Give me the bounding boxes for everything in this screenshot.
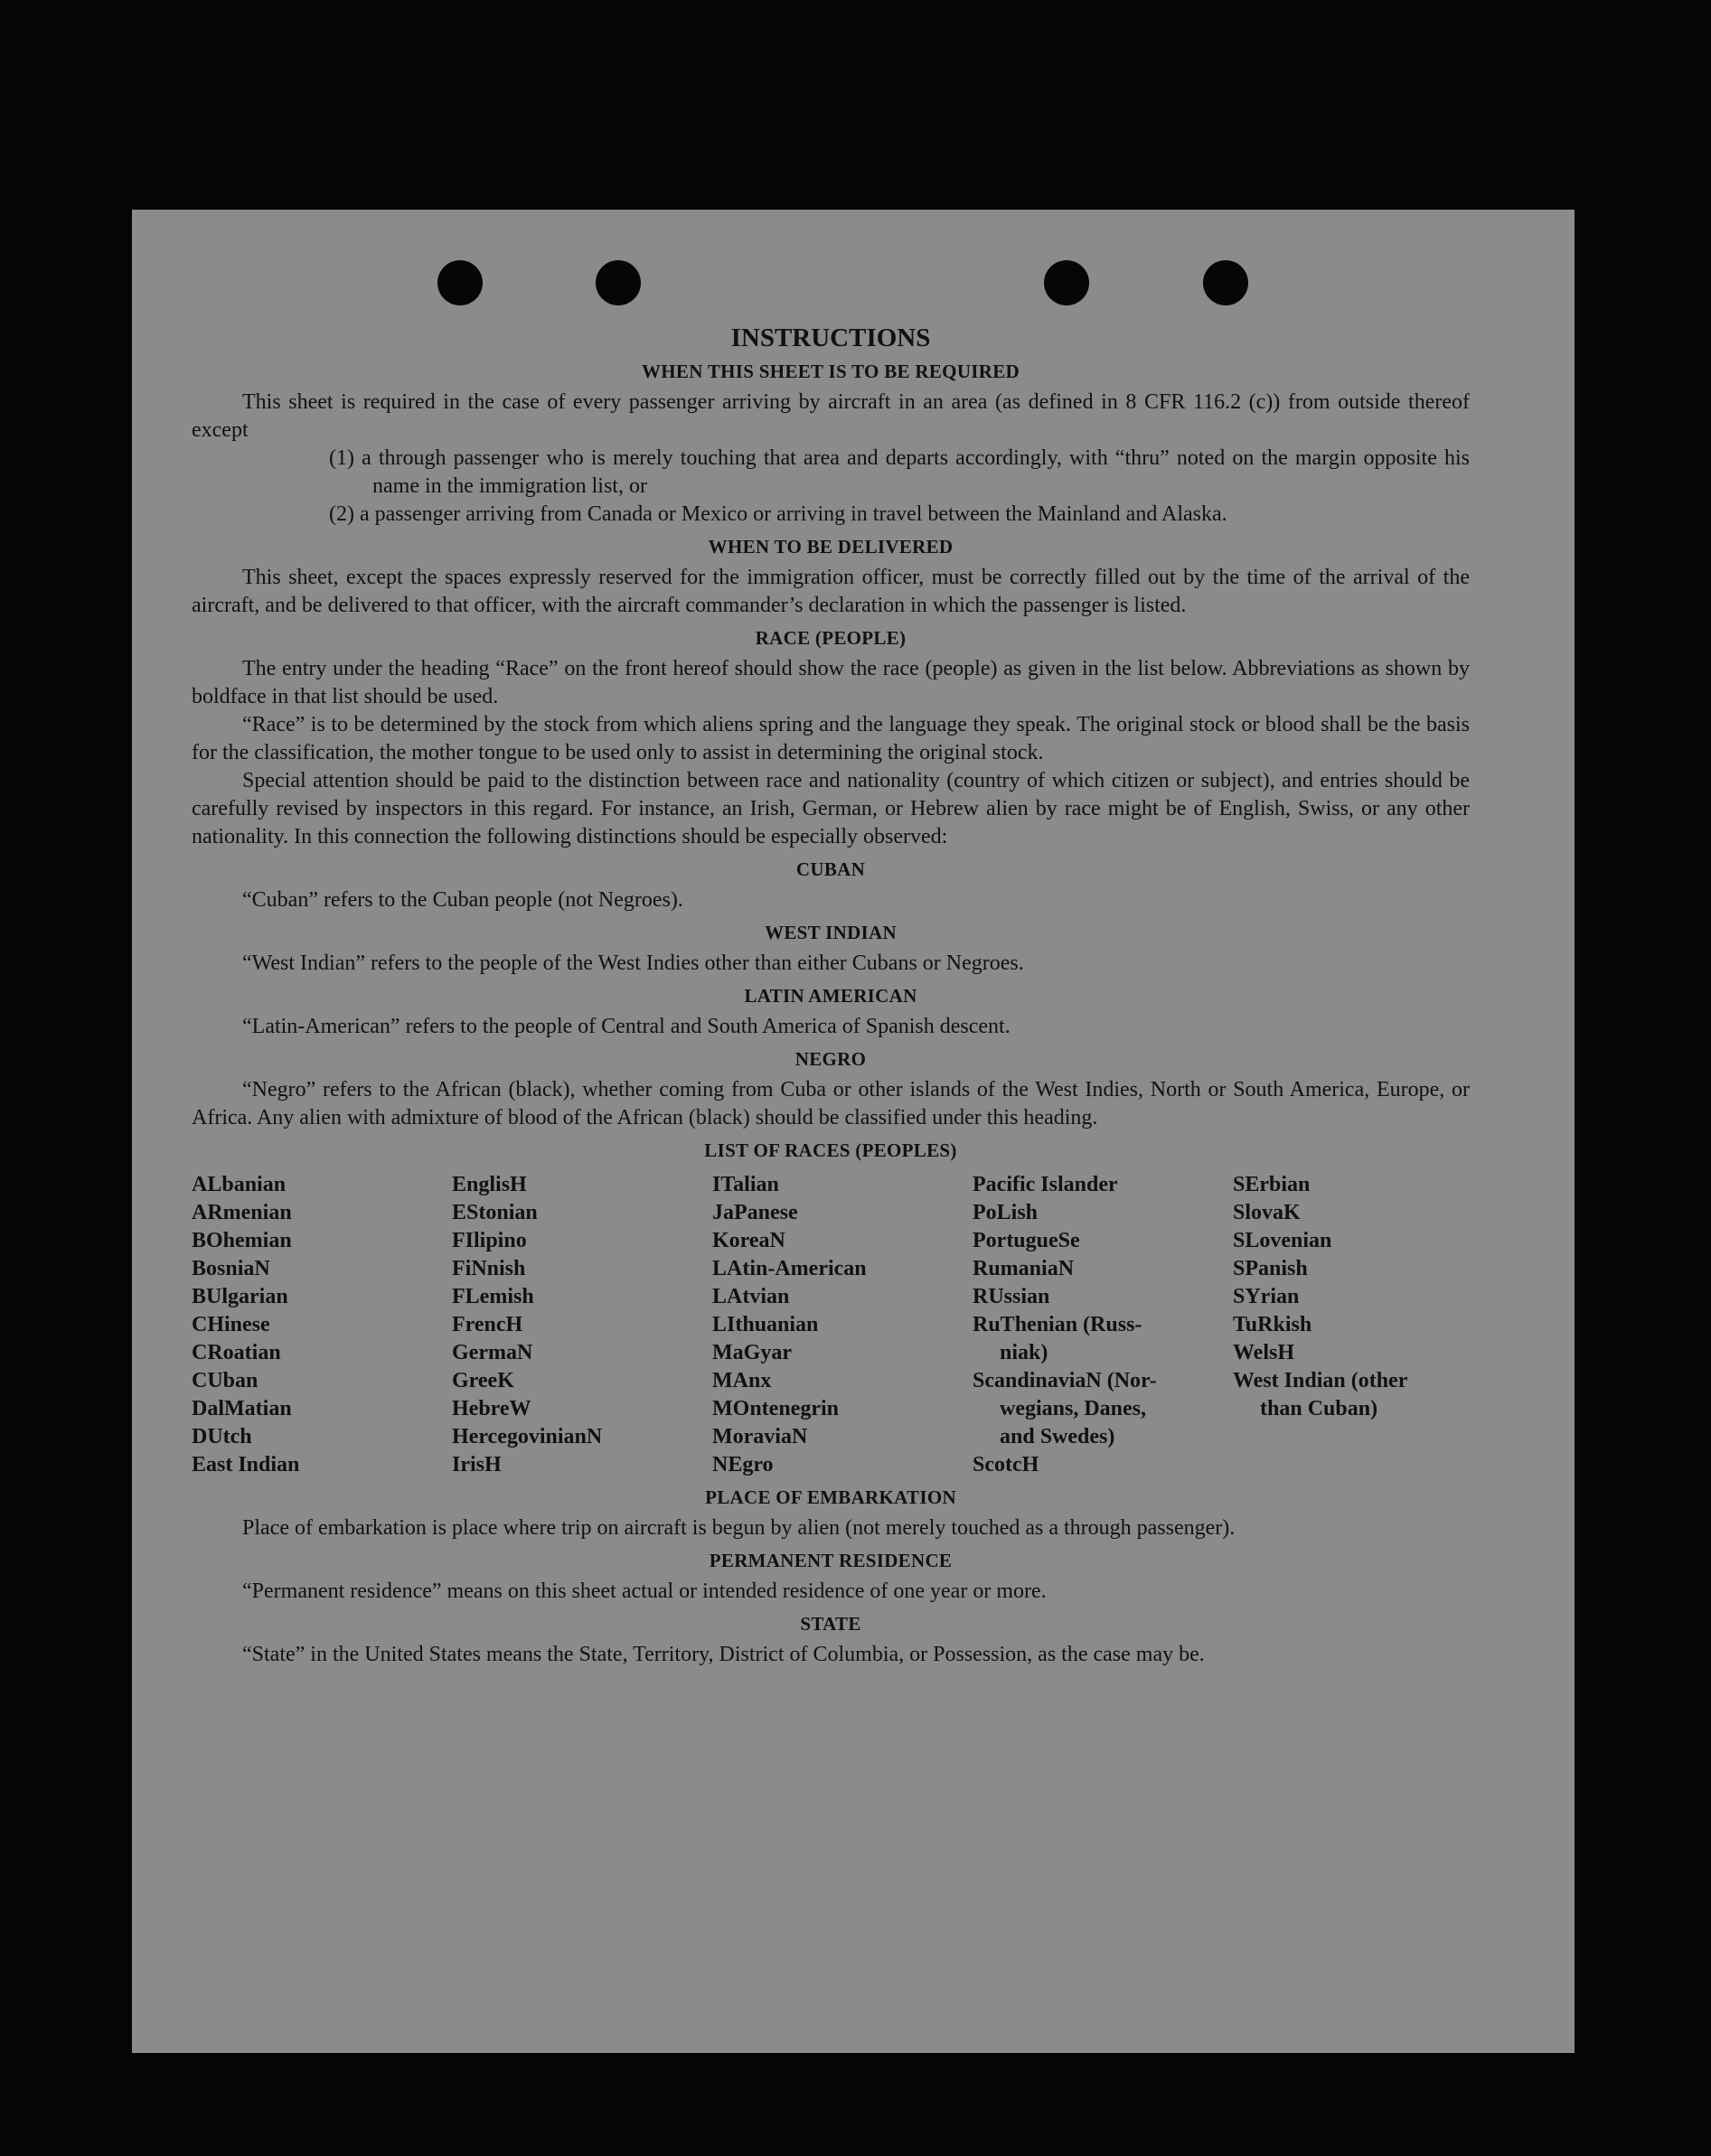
race-entry: MAnx — [712, 1369, 772, 1392]
race-entry: DalMatian — [192, 1397, 292, 1420]
race-entry: PortugueSe — [973, 1229, 1080, 1252]
race-entry: LAtvian — [712, 1285, 790, 1308]
race-entry: MoraviaN — [712, 1425, 808, 1448]
race-entry: WelsH — [1233, 1341, 1295, 1364]
race-entry: RUssian — [973, 1285, 1050, 1308]
races-column — [973, 1171, 1233, 1479]
race-entry: ScotcH — [973, 1453, 1039, 1476]
races-column — [712, 1171, 973, 1479]
when-required-item-2: (2) a passenger arriving from Canada or Mexico or arriving in travel between the Mainland and Alaska. — [329, 502, 1227, 526]
heading-when-required: WHEN THIS SHEET IS TO BE REQUIRED — [641, 361, 1020, 382]
race-entry: than Cuban) — [1260, 1397, 1378, 1420]
race-entry: BosniaN — [192, 1257, 270, 1280]
race-entry: BUlgarian — [192, 1285, 288, 1308]
heading-west-indian: WEST INDIAN — [765, 922, 897, 943]
page-title: INSTRUCTIONS — [730, 323, 931, 352]
race-entry: LAtin-American — [712, 1257, 867, 1280]
race-entry: FIlipino — [452, 1229, 527, 1252]
heading-embarkation: PLACE OF EMBARKATION — [705, 1486, 956, 1508]
race-entry: NEgro — [712, 1453, 774, 1476]
document-sheet — [132, 210, 1575, 2053]
race-entry: SLovenian — [1233, 1229, 1332, 1252]
heading-permanent-residence: PERMANENT RESIDENCE — [709, 1550, 953, 1571]
state-text: “State” in the United States means the State, Territory, District of Columbia, or Possession, as the case may be. — [242, 1643, 1205, 1666]
cuban-text: “Cuban” refers to the Cuban people (not Negroes). — [242, 888, 683, 912]
punch-hole — [596, 260, 641, 305]
race-entry: ALbanian — [192, 1173, 287, 1196]
race-paragraph-2: “Race” is to be determined by the stock from which aliens spring and the language they speak. The original stock or blood shall be the basis for the classification, the mother tongue to be used only to assist in determining the original stock. — [192, 713, 1470, 764]
race-entry: JaPanese — [712, 1201, 798, 1224]
race-entry: SYrian — [1233, 1285, 1300, 1308]
race-entry: SPanish — [1233, 1257, 1308, 1280]
race-entry: ITalian — [712, 1173, 779, 1196]
embarkation-text: Place of embarkation is place where trip on aircraft is begun by alien (not merely touched as a through passenger). — [242, 1516, 1236, 1540]
residence-text: “Permanent residence” means on this sheet actual or intended residence of one year or more. — [242, 1580, 1047, 1603]
punch-hole — [437, 260, 483, 305]
heading-list-of-races: LIST OF RACES (PEOPLES) — [704, 1139, 957, 1161]
race-entry: SlovaK — [1233, 1201, 1301, 1224]
when-delivered-text: This sheet, except the spaces expressly reserved for the immigration officer, must be correctly filled out by the time of the arrival of the aircraft, and be delivered to that officer, with the aircraft commander’s declaration in which the passenger is listed. — [192, 566, 1470, 617]
latin-american-text: “Latin-American” refers to the people of Central and South America of Spanish descent. — [242, 1015, 1011, 1038]
races-column — [192, 1171, 452, 1479]
race-entry: East Indian — [192, 1453, 300, 1476]
race-entry: LIthuanian — [712, 1313, 819, 1336]
race-entry: West Indian (other — [1233, 1369, 1408, 1392]
race-entry: wegians, Danes, — [1000, 1397, 1147, 1420]
race-paragraph-1: The entry under the heading “Race” on the front hereof should show the race (people) as given in the list below. Abbreviations as shown by boldface in that list should be used. — [192, 657, 1470, 708]
race-entry: and Swedes) — [1000, 1425, 1115, 1448]
race-entry: KoreaN — [712, 1229, 785, 1252]
race-entry: FiNnish — [452, 1257, 526, 1280]
races-list — [192, 1171, 1470, 1479]
heading-race: RACE (PEOPLE) — [755, 627, 907, 649]
negro-text: “Negro” refers to the African (black), whether coming from Cuba or other islands of the West Indies, North or South America, Europe, or Africa. Any alien with admixture of blood of the African (black) should be classified under this heading. — [192, 1078, 1470, 1130]
race-entry: ARmenian — [192, 1201, 292, 1224]
race-entry: FLemish — [452, 1285, 534, 1308]
heading-when-delivered: WHEN TO BE DELIVERED — [708, 536, 954, 558]
race-entry: SErbian — [1233, 1173, 1311, 1196]
race-entry: EnglisH — [452, 1173, 527, 1196]
race-entry: RuThenian (Russ- — [973, 1313, 1142, 1336]
races-column — [1233, 1171, 1470, 1479]
heading-negro: NEGRO — [794, 1048, 867, 1070]
race-entry: GermaN — [452, 1341, 533, 1364]
race-entry: TuRkish — [1233, 1313, 1312, 1336]
race-entry: CRoatian — [192, 1341, 281, 1364]
race-entry: BOhemian — [192, 1229, 292, 1252]
race-entry: MOntenegrin — [712, 1397, 839, 1420]
punch-hole — [1044, 260, 1089, 305]
race-entry: CUban — [192, 1369, 259, 1392]
heading-latin-american: LATIN AMERICAN — [744, 985, 917, 1007]
when-required-intro: This sheet is required in the case of every passenger arriving by aircraft in an area (as defined in 8 CFR 116.2 (c)) from outside thereof except — [192, 390, 1470, 442]
race-entry: EStonian — [452, 1201, 538, 1224]
heading-cuban: CUBAN — [795, 858, 866, 880]
races-column — [452, 1171, 712, 1479]
west-indian-text: “West Indian” refers to the people of the West Indies other than either Cubans or Negroes. — [242, 951, 1024, 975]
race-entry: HebreW — [452, 1397, 531, 1420]
race-entry: DUtch — [192, 1425, 252, 1448]
when-required-item-1: (1) a through passenger who is merely touching that area and departs accordingly, with “thru” noted on the margin opposite his name in the immigration list, or — [329, 446, 1470, 498]
race-entry: RumaniaN — [973, 1257, 1075, 1280]
race-entry: HercegovinianN — [452, 1425, 603, 1448]
race-entry: IrisH — [452, 1453, 502, 1476]
instructions-content — [192, 323, 1470, 1669]
race-entry: Pacific Islander — [973, 1173, 1118, 1196]
race-entry: PoLish — [973, 1201, 1039, 1224]
race-entry: FrencH — [452, 1313, 523, 1336]
race-entry: MaGyar — [712, 1341, 792, 1364]
race-entry: niak) — [1000, 1341, 1048, 1364]
heading-state: STATE — [800, 1613, 861, 1635]
race-entry: CHinese — [192, 1313, 270, 1336]
race-paragraph-3: Special attention should be paid to the distinction between race and nationality (country of which citizen or subject), and entries should be carefully revised by inspectors in this regard. For instance, an Irish, German, or Hebrew alien by race might be of English, Swiss, or any other nationality. In this connection the following distinctions should be especially observed: — [192, 769, 1470, 848]
race-entry: GreeK — [452, 1369, 514, 1392]
race-entry: ScandinaviaN (Nor- — [973, 1369, 1157, 1392]
punch-hole — [1203, 260, 1248, 305]
